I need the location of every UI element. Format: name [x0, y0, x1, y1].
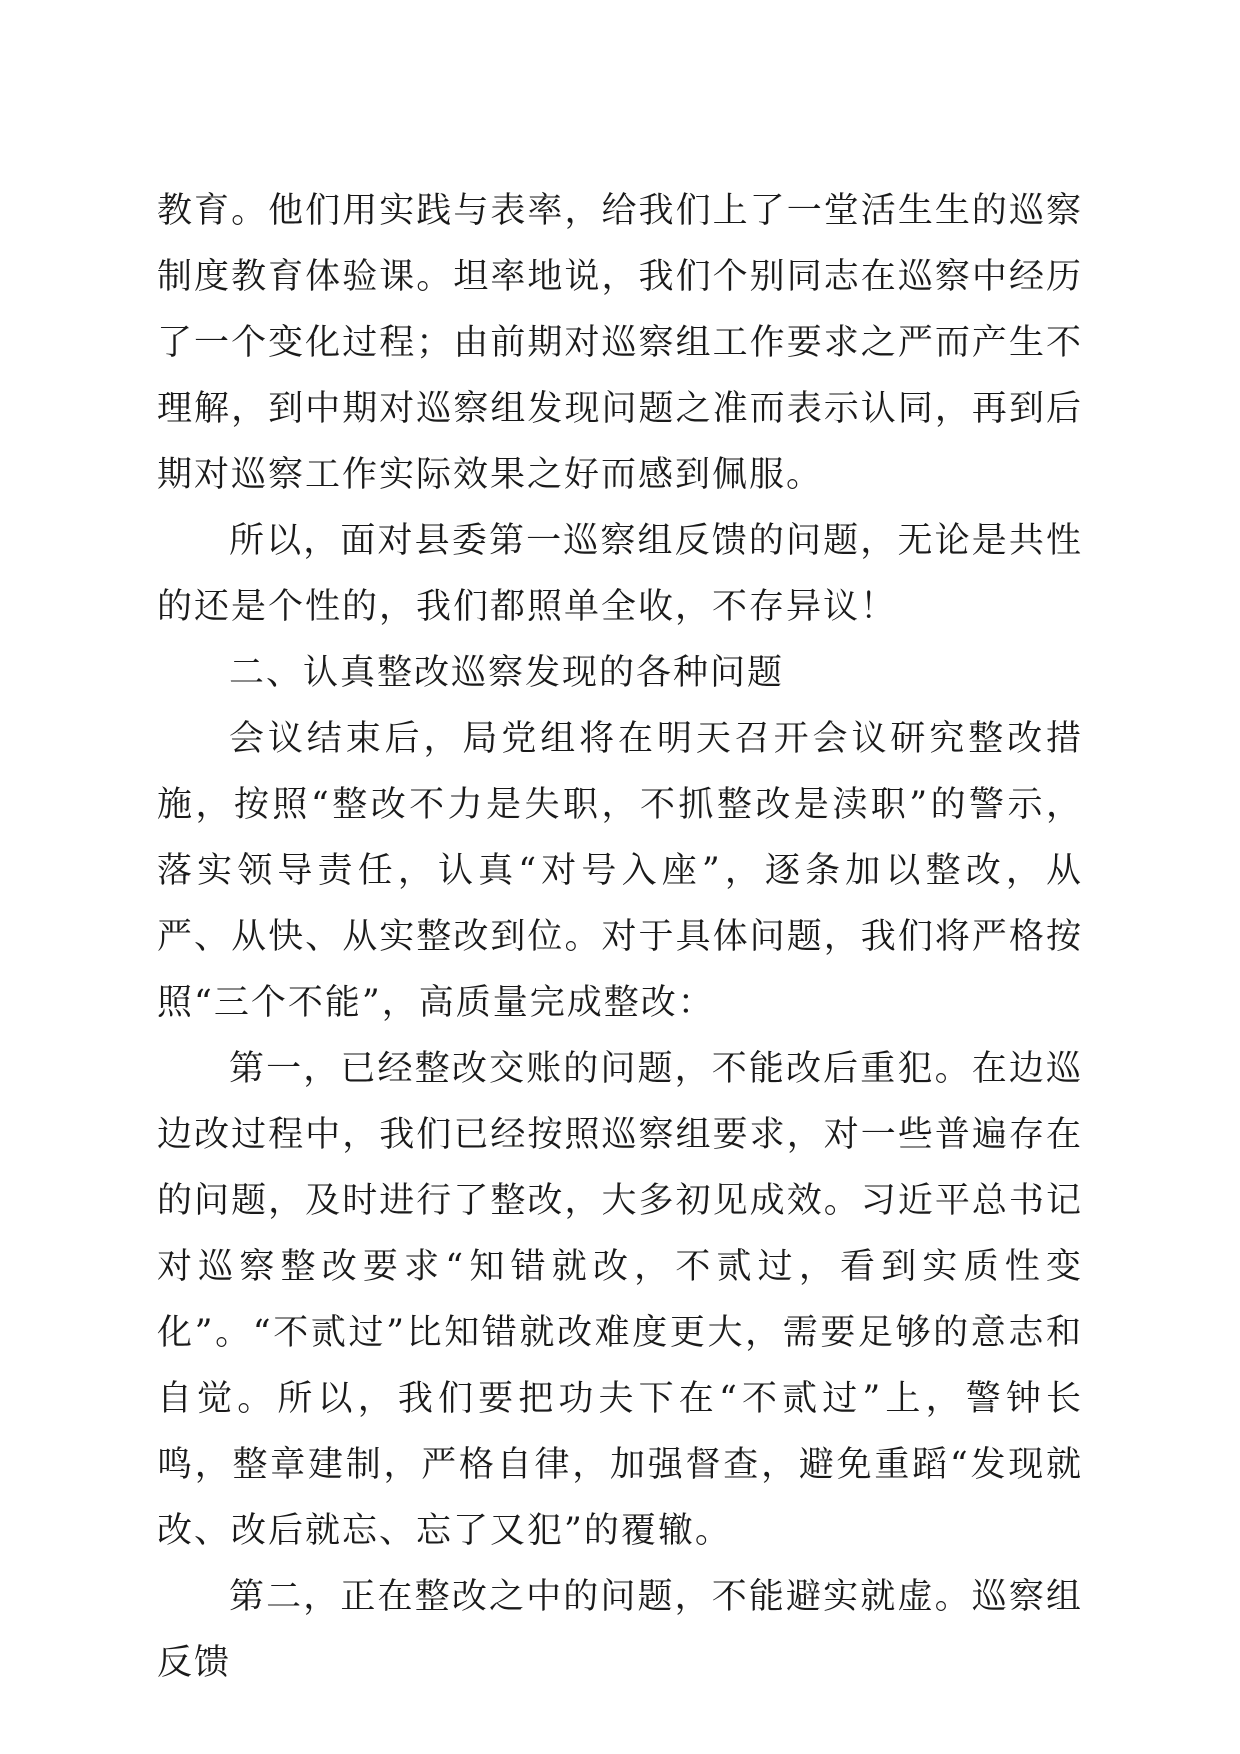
paragraph-rectification-measures: 会议结束后，局党组将在明天召开会议研究整改措施，按照“整改不力是失职，不抓整改是渎职”的警示，落实领导责任，认真“对号入座”，逐条加以整改，从严、从快、从实整改到位。对于具体问题，我们将严格按照“三个不能”，高质量完成整改： [157, 719, 1083, 1023]
document-body [157, 178, 1083, 1696]
paragraph-point-two: 第二，正在整改之中的问题，不能避实就虚。巡察组反馈 [157, 1577, 1083, 1683]
paragraph-accept-feedback: 所以，面对县委第一巡察组反馈的问题，无论是共性的还是个性的，我们都照单全收，不存异议！ [157, 521, 1083, 627]
paragraph-education-experience: 教育。他们用实践与表率，给我们上了一堂活生生的巡察制度教育体验课。坦率地说，我们个别同志在巡察中经历了一个变化过程；由前期对巡察组工作要求之严而产生不理解，到中期对巡察组发现问题之准而表示认同，再到后期对巡察工作实际效果之好而感到佩服。 [157, 191, 1083, 495]
paragraph-point-one: 第一，已经整改交账的问题，不能改后重犯。在边巡边改过程中，我们已经按照巡察组要求，对一些普遍存在的问题，及时进行了整改，大多初见成效。习近平总书记对巡察整改要求“知错就改，不贰过，看到实质性变化”。“不贰过”比知错就改难度更大，需要足够的意志和自觉。所以，我们要把功夫下在“不贰过”上，警钟长鸣，整章建制，严格自律，加强督查，避免重蹈“发现就改、改后就忘、忘了又犯”的覆辙。 [157, 1049, 1083, 1551]
section-heading-rectification: 二、认真整改巡察发现的各种问题 [229, 653, 785, 693]
